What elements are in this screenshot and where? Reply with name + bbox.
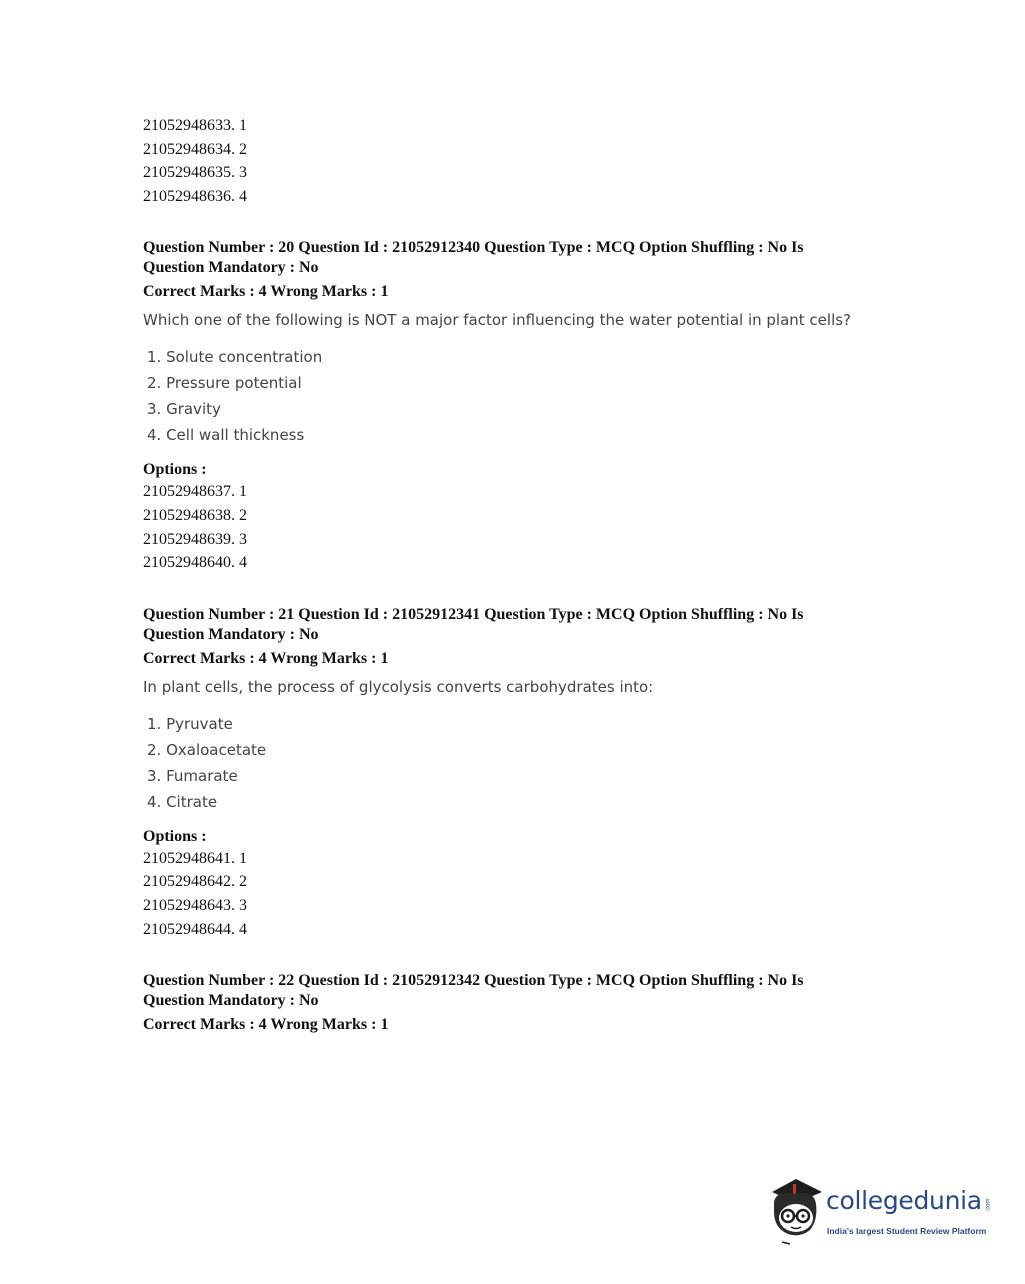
question-meta bbox=[143, 238, 903, 278]
question-meta-line1: Question Number : 20 Question Id : 21052912340 Question Type : MCQ Option Shuffling : No Is bbox=[143, 239, 804, 257]
option-line: 21052948639. 3 bbox=[143, 530, 247, 548]
option-line: 21052948637. 1 bbox=[143, 483, 247, 501]
option-ids bbox=[143, 480, 903, 574]
answer-choice: 4. Citrate bbox=[147, 792, 218, 811]
question-meta bbox=[143, 971, 903, 1011]
exam-page bbox=[143, 114, 903, 1035]
answer-choice: 2. Pressure potential bbox=[147, 374, 302, 393]
question-meta-line1: Question Number : 22 Question Id : 21052912342 Question Type : MCQ Option Shuffling : No Is bbox=[143, 972, 804, 990]
question-block-22 bbox=[143, 971, 903, 1035]
answer-choice: 4. Cell wall thickness bbox=[147, 426, 305, 445]
question-marks: Correct Marks : 4 Wrong Marks : 1 bbox=[143, 1016, 389, 1034]
question-block-21 bbox=[143, 605, 903, 941]
question-block-20 bbox=[143, 238, 903, 574]
question-text: Which one of the following is NOT a major factor influencing the water potential in plant cells? bbox=[143, 311, 852, 330]
question-meta-line2: Question Mandatory : No bbox=[143, 259, 319, 277]
answer-choice: 1. Solute concentration bbox=[147, 348, 323, 367]
option-line: 21052948640. 4 bbox=[143, 554, 247, 572]
option-line: 21052948638. 2 bbox=[143, 506, 247, 524]
logo-wordmark: collegedunia bbox=[826, 1186, 982, 1215]
option-line: 21052948633. 1 bbox=[143, 117, 247, 134]
option-line: 21052948636. 4 bbox=[143, 187, 247, 205]
question-text: In plant cells, the process of glycolysis converts carbohydrates into: bbox=[143, 677, 654, 696]
option-line: 21052948641. 1 bbox=[143, 849, 247, 867]
options-label: Options : bbox=[143, 827, 207, 845]
answer-choice: 3. Fumarate bbox=[147, 766, 238, 785]
question-meta-line2: Question Mandatory : No bbox=[143, 625, 319, 643]
answer-choice: 3. Gravity bbox=[147, 400, 221, 419]
collegedunia-logo bbox=[766, 1176, 996, 1246]
question-marks: Correct Marks : 4 Wrong Marks : 1 bbox=[143, 283, 389, 301]
option-line: 21052948643. 3 bbox=[143, 896, 247, 914]
logo-tagline: India's largest Student Review Platform bbox=[827, 1226, 987, 1236]
option-line: 21052948644. 4 bbox=[143, 920, 247, 938]
previous-question-options bbox=[143, 114, 903, 208]
option-line: 21052948635. 3 bbox=[143, 164, 247, 182]
option-line: 21052948642. 2 bbox=[143, 873, 247, 891]
question-marks: Correct Marks : 4 Wrong Marks : 1 bbox=[143, 649, 389, 667]
option-line: 21052948634. 2 bbox=[143, 140, 247, 158]
answer-choice: 2. Oxaloacetate bbox=[147, 740, 267, 759]
question-meta bbox=[143, 605, 903, 645]
logo-suffix: .com bbox=[985, 1198, 992, 1212]
question-meta-line2: Question Mandatory : No bbox=[143, 992, 319, 1010]
question-meta-line1: Question Number : 21 Question Id : 21052912341 Question Type : MCQ Option Shuffling : No Is bbox=[143, 605, 804, 623]
option-ids bbox=[143, 847, 903, 941]
answer-choices bbox=[147, 344, 903, 448]
options-label: Options : bbox=[143, 461, 207, 479]
answer-choice: 1. Pyruvate bbox=[147, 714, 233, 733]
answer-choices bbox=[147, 711, 903, 815]
mascot-icon bbox=[766, 1176, 826, 1246]
